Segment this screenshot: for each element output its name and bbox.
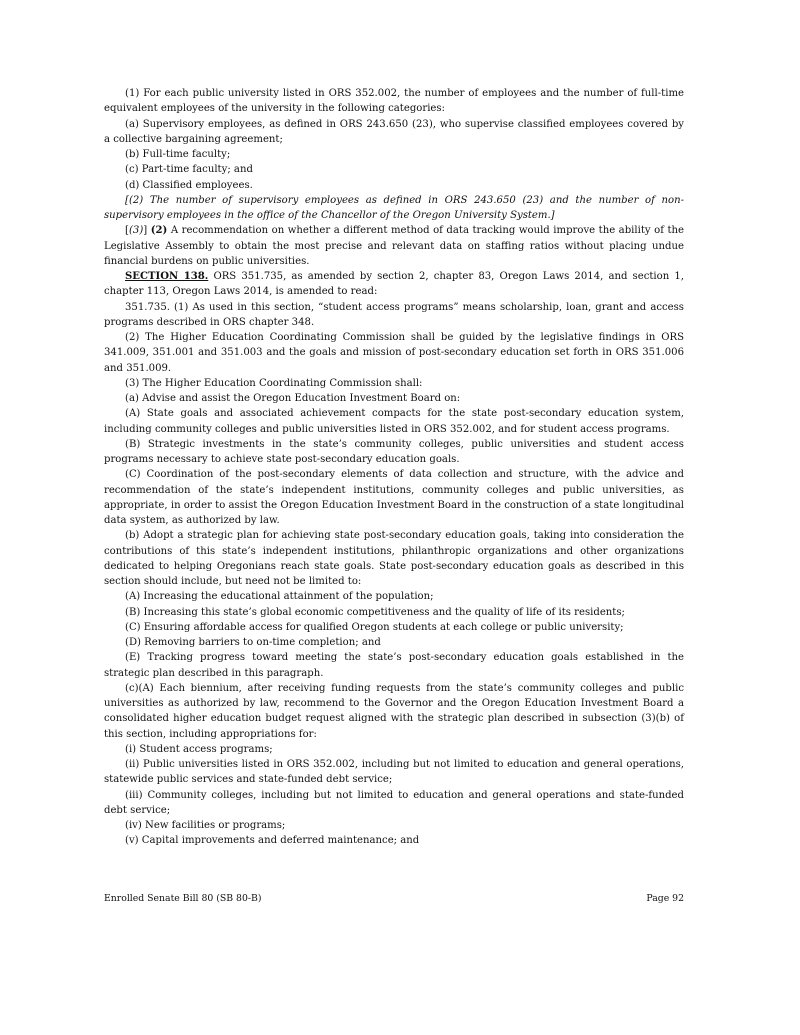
paragraph: (B) Increasing this state’s global economic competitiveness and the quality of life of its residents; bbox=[125, 606, 625, 618]
paragraph: (b) Adopt a strategic plan for achieving state post-secondary education goals, taking into consideration the contributions of this state’s independent institutions, philanthropic organizations and other organizations dedicated to helping Oregonians reach state goals. State post-secondary education goals as described in this section should include, but need not be limited to: bbox=[104, 530, 684, 587]
amended-text: A recommendation on whether a different method of data tracking would improve the ability of the Legislative Assembly to obtain the most precise and relevant data on staffing ratios without placing undue financial burdens on public universities. bbox=[104, 225, 684, 267]
paragraph: (1) For each public university listed in ORS 352.002, the number of employees and the number of full-time equivalent employees of the university in the following categories: bbox=[104, 88, 684, 115]
page-number: Page 92 bbox=[646, 893, 684, 904]
paragraph: 351.735. (1) As used in this section, “student access programs” means scholarship, loan, grant and access programs described in ORS chapter 348. bbox=[104, 301, 684, 328]
paragraph: (A) State goals and associated achievement compacts for the state post-secondary education system, including community colleges and public universities listed in ORS 352.002, and for student access programs. bbox=[104, 408, 684, 435]
paragraph: (C) Coordination of the post-secondary elements of data collection and structure, with the advice and recommendation of the state’s independent institutions, community colleges and public universities, as appropriate, in order to assist the Oregon Education Investment Board in the construction of a state longitudinal data system, as authorized by law. bbox=[104, 469, 684, 526]
paragraph: (b) Full-time faculty; bbox=[125, 149, 231, 160]
section-text: ORS 351.735, as amended by section 2, chapter 83, Oregon Laws 2014, and section 1, chapter 113, Oregon Laws 2014, is amended to read: bbox=[104, 271, 684, 298]
paragraph: (iv) New facilities or programs; bbox=[125, 820, 286, 831]
paragraph: (ii) Public universities listed in ORS 352.002, including but not limited to education and general operations, statewide public services and state-funded debt service; bbox=[104, 759, 684, 786]
amended-paragraph bbox=[104, 223, 684, 269]
bracket-close: ] bbox=[143, 225, 148, 237]
paragraph: (c) Part-time faculty; and bbox=[125, 164, 253, 176]
paragraph: (C) Ensuring affordable access for qualified Oregon students at each college or public university; bbox=[125, 621, 624, 633]
paragraph: (i) Student access programs; bbox=[125, 743, 273, 755]
paragraph: (iii) Community colleges, including but not limited to education and general operations and state-funded debt service; bbox=[104, 789, 684, 816]
bracket-open: [ bbox=[125, 225, 129, 237]
bill-title: Enrolled Senate Bill 80 (SB 80-B) bbox=[104, 893, 262, 904]
paragraph: (2) The Higher Education Coordinating Commission shall be guided by the legislative findings in ORS 341.009, 351.001 and 351.003 and the goals and mission of post-secondary education set forth in ORS 351.006 and 351.009. bbox=[104, 332, 684, 374]
new-number: (2) bbox=[150, 225, 168, 237]
section-paragraph bbox=[104, 269, 684, 300]
paragraph: (d) Classified employees. bbox=[125, 179, 253, 191]
deleted-number: (3) bbox=[128, 225, 144, 237]
document-body bbox=[104, 86, 684, 849]
page-footer bbox=[104, 893, 684, 904]
paragraph: (a) Supervisory employees, as defined in ORS 243.650 (23), who supervise classified employees covered by a collective bargaining agreement; bbox=[104, 118, 684, 145]
paragraph: (B) Strategic investments in the state’s community colleges, public universities and student access programs necessary to achieve state post-secondary education goals. bbox=[104, 438, 684, 465]
paragraph: (c)(A) Each biennium, after receiving funding requests from the state’s community colleges and public universities as authorized by law, recommend to the Governor and the Oregon Education Investment Board a consolidated higher education budget request aligned with the strategic plan described in subsection (3)(b) of this section, including appropriations for: bbox=[104, 682, 684, 740]
section-heading: SECTION 138. bbox=[125, 271, 209, 282]
paragraph: (3) The Higher Education Coordinating Commission shall: bbox=[125, 377, 423, 389]
deleted-paragraph: [(2) The number of supervisory employees as defined in ORS 243.650 (23) and the number of non-supervisory employees in the office of the Chancellor of the Oregon University System.] bbox=[104, 194, 684, 221]
paragraph: (E) Tracking progress toward meeting the state’s post-secondary education goals established in the strategic plan described in this paragraph. bbox=[104, 652, 684, 679]
paragraph: (D) Removing barriers to on-time completion; and bbox=[125, 637, 381, 648]
paragraph: (v) Capital improvements and deferred maintenance; and bbox=[125, 835, 420, 847]
paragraph: (A) Increasing the educational attainment of the population; bbox=[125, 591, 434, 603]
paragraph: (a) Advise and assist the Oregon Education Investment Board on: bbox=[125, 393, 461, 404]
